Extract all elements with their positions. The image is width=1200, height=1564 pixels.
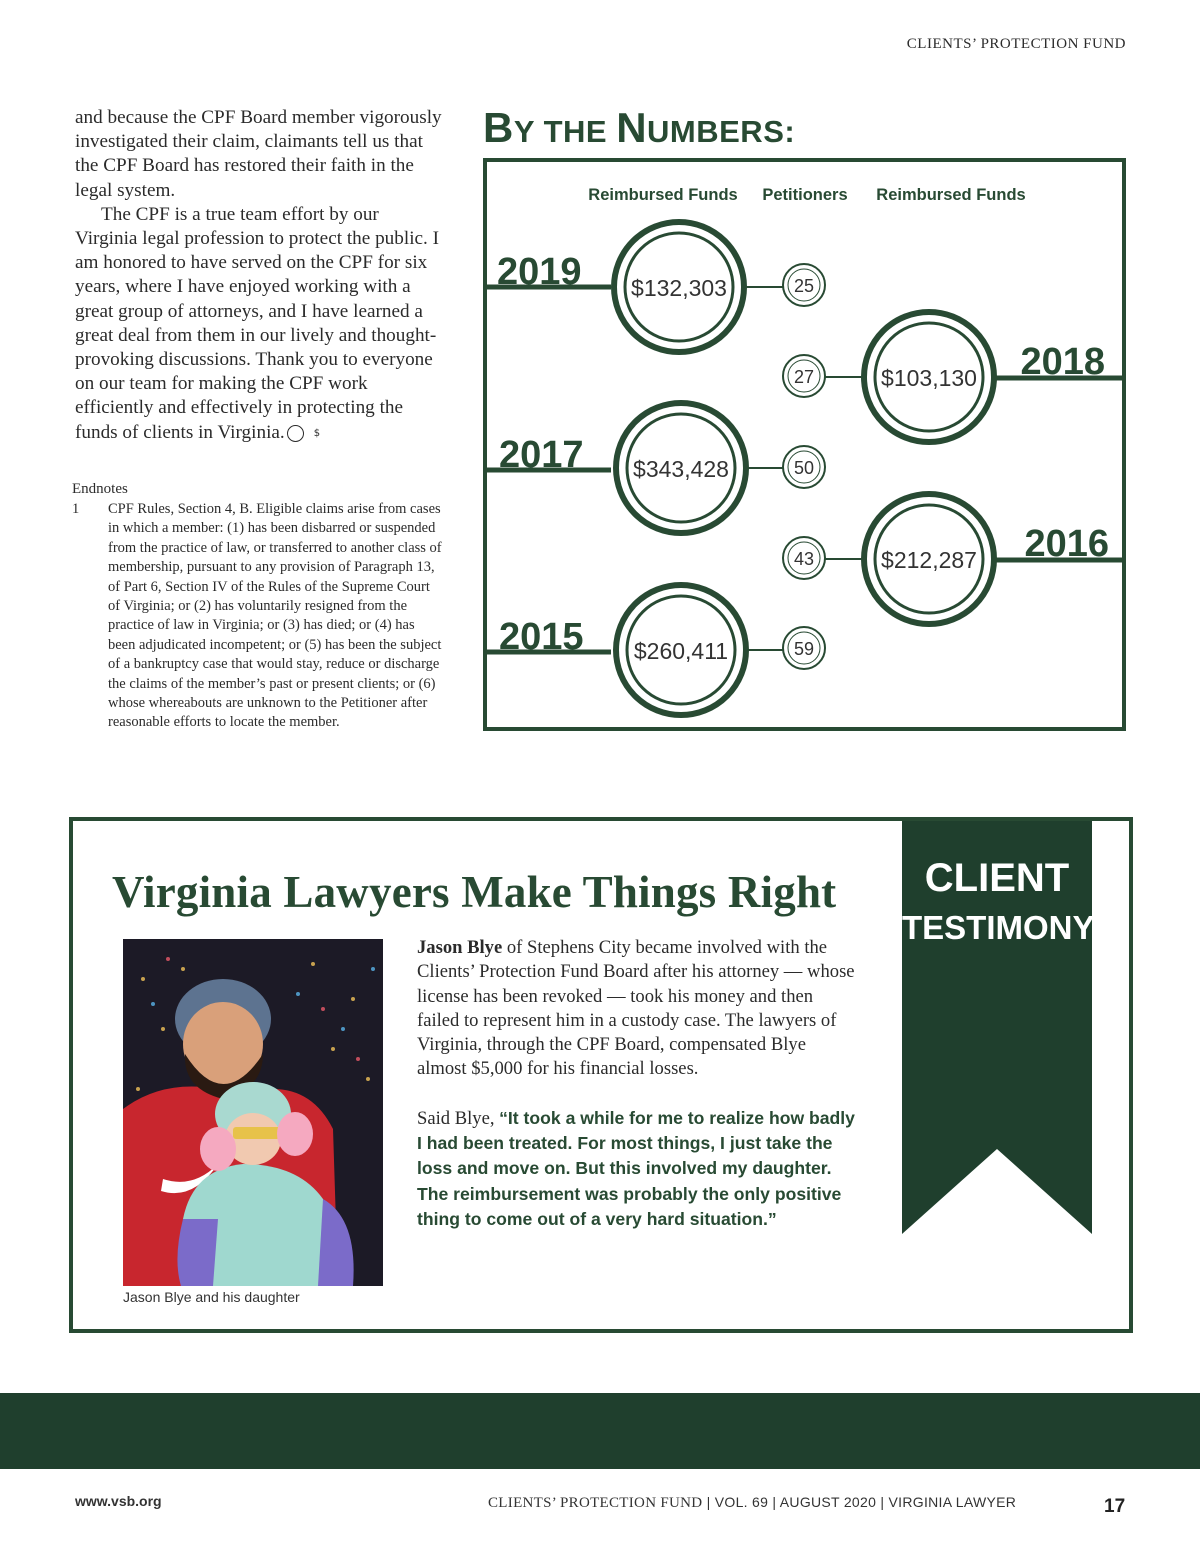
petitioners-2016: 43: [793, 549, 815, 569]
footer-publication-line: [488, 1494, 1016, 1512]
story-paragraph-1: [417, 936, 859, 1082]
title-letter-n: N: [616, 104, 648, 151]
footer-url: www.vsb.org: [75, 1493, 162, 1509]
banner-line-testimony: TESTIMONY: [902, 909, 1095, 946]
running-head: CLIENTS’ PROTECTION FUND: [906, 36, 1126, 52]
col-header-petitioners: Petitioners: [762, 186, 848, 204]
amount-2015: $260,411: [633, 638, 729, 664]
petitioners-2017: 50: [793, 458, 815, 478]
banner-line-client: CLIENT: [924, 856, 1070, 900]
dollar-seal-icon: $: [287, 425, 304, 442]
title-letter-b: B: [483, 104, 514, 151]
title-part-umbers: UMBERS:: [647, 114, 796, 149]
body-paragraph-2: [75, 203, 443, 445]
story-quote: “It took a while for me to realize how badly I had been treated. For most things, I just take the loss and move on. But this involved my daughter. The reimbursement was probably the only positive thing to come out of a very hard situation.”: [417, 1107, 855, 1229]
year-label-2019: 2019: [497, 251, 582, 293]
amount-2019: $132,303: [631, 275, 727, 301]
year-label-2018: 2018: [1020, 341, 1105, 383]
endnote-number: 1: [72, 501, 80, 517]
story-paragraph-2: [417, 1106, 859, 1232]
endnote-text: CPF Rules, Section 4, B. Eligible claims arise from cases in which a member: (1) has been disbarred or suspended from the practice of law, or transferred to another class of membership, pursuant to any provision of Paragraph 13, of Part 6, Section IV of the Rules of the Supreme Court of Virginia; or (2) has voluntarily resigned from the practice of law in Virginia; or (3) has died; or (4) has been adjudicated incompetent; or (5) has been the subject of a bankruptcy case that would stay, reduce or discharge the claims of the member’s past or present clients; or (6) whose whereabouts are unknown to the Petitioner after reasonable efforts to locate the member.: [108, 501, 442, 731]
photo-caption: Jason Blye and his daughter: [123, 1289, 300, 1305]
story-lead-name: Jason Blye: [417, 937, 503, 958]
col-header-reimbursed-right: Reimbursed Funds: [876, 186, 1026, 204]
body-paragraph-2-text: The CPF is a true team effort by our Virginia legal profession to protect the public. I am honored to have served on the CPF for six years, where I have enjoyed working with a great group of attorneys, and I have learned a great deal from them in our lively and thought-provoking discussions. Thank you to everyone on our team for making the CPF work efficiently and effectively in protecting the funds of clients in Virginia.: [75, 203, 440, 443]
photo-illustration: [123, 939, 383, 1286]
feature-title: Virginia Lawyers Make Things Right: [112, 867, 837, 917]
amount-2017: $343,428: [633, 456, 729, 482]
by-the-numbers-title: [483, 104, 795, 152]
year-label-2015: 2015: [499, 616, 584, 658]
petitioners-2018: 27: [793, 367, 815, 387]
amount-2018: $103,130: [881, 365, 977, 391]
footer-sep-1: |: [702, 1494, 715, 1510]
amount-2016: $212,287: [881, 547, 977, 573]
numbers-infographic: [483, 158, 1126, 731]
story-said: Said Blye,: [417, 1107, 500, 1129]
petitioners-2019: 25: [793, 276, 815, 296]
footer-sep-2: |: [768, 1494, 780, 1510]
year-label-2017: 2017: [499, 434, 584, 476]
body-paragraph-1: and because the CPF Board member vigorously investigated their claim, claimants tell us that the CPF Board has restored their faith in the legal system.: [75, 107, 442, 201]
footer-band: [0, 1393, 1200, 1469]
footer-sep-3: |: [876, 1494, 889, 1510]
footer-volume: VOL. 69: [714, 1494, 769, 1510]
footer-publication: VIRGINIA LAWYER: [888, 1494, 1017, 1510]
article-body: [75, 106, 443, 445]
footer-date: AUGUST 2020: [779, 1494, 877, 1510]
petitioners-2015: 59: [793, 639, 815, 659]
endnotes-title: Endnotes: [72, 481, 128, 497]
col-header-reimbursed-left: Reimbursed Funds: [588, 186, 738, 204]
photo-jason-blye: [123, 939, 383, 1286]
title-part-y-the: Y THE: [513, 114, 617, 149]
testimony-story: [417, 936, 859, 1232]
year-label-2016: 2016: [1024, 523, 1109, 565]
story-lead-text: of Stephens City became involved with the Clients’ Protection Fund Board after his attorney — whose license has been revoked — took his money and then failed to represent him in a custody case. The lawyers of Virginia, through the CPF Board, compensated Blye almost $5,000 for his financial losses.: [417, 937, 855, 1080]
page-number: 17: [1104, 1496, 1126, 1517]
footer-section: CLIENTS’ PROTECTION FUND: [488, 1495, 703, 1511]
